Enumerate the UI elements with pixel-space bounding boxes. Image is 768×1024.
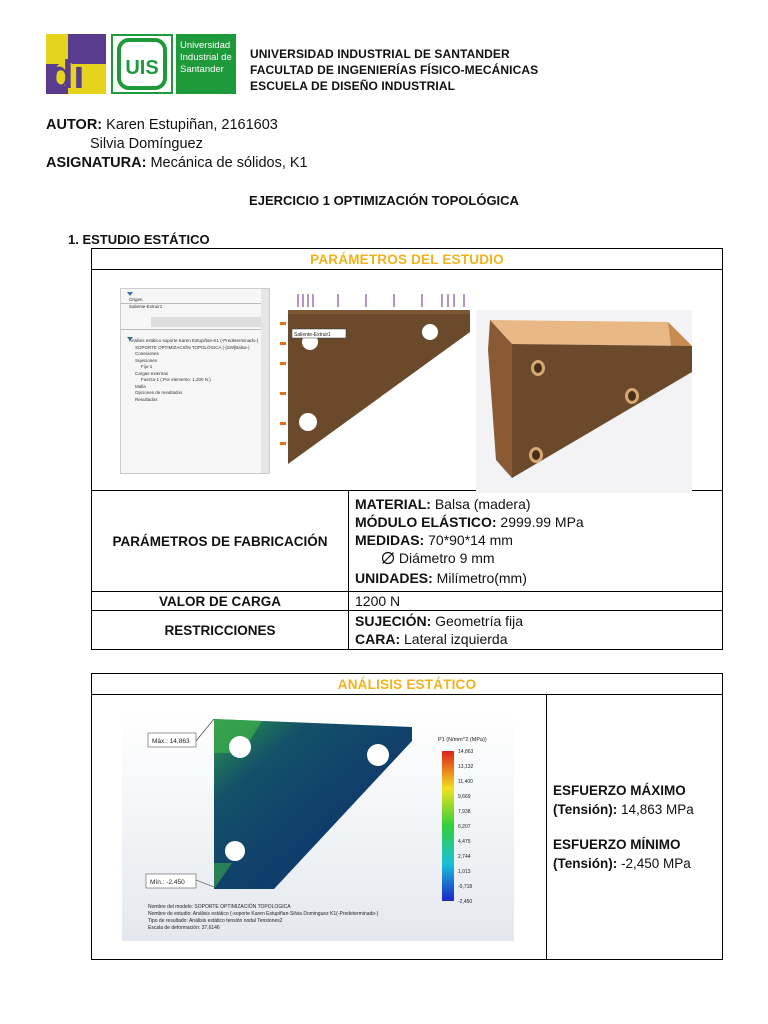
sujecion-value: Geometría fija <box>431 613 524 629</box>
tree-item: Sujeciones <box>135 357 158 363</box>
institution-line: FACULTAD DE INGENIERÍAS FÍSICO-MECÁNICAS <box>250 63 539 77</box>
legend-tick-label: 14,863 <box>458 749 474 755</box>
tree-item: Resultados <box>135 396 158 402</box>
page-title: EJERCICIO 1 OPTIMIZACIÓN TOPOLÓGICA <box>249 193 519 208</box>
max-label: ESFUERZO MÁXIMO <box>553 783 686 798</box>
stress-plot <box>122 713 514 941</box>
legend-tick-label: 2,744 <box>458 854 471 860</box>
tree-item: Cargas externas <box>135 370 169 376</box>
stress-summary <box>547 695 723 960</box>
tree-item: Conexiones <box>135 351 159 356</box>
di-logo <box>46 34 106 94</box>
stress-plot-cell <box>92 695 547 960</box>
footnote-line: Nombre de estudio: Análisis estático (-soporte Karen Estupiñan-Silvia Dominguez K1(-Predeterminado-) <box>148 911 379 917</box>
min-value: -2,450 MPa <box>617 856 691 871</box>
restr-values <box>349 611 723 650</box>
uis-logo <box>111 34 173 94</box>
loaded-plate-view <box>274 292 474 486</box>
institution-line: ESCUELA DE DISEÑO INDUSTRIAL <box>250 79 456 93</box>
fab-label: PARÁMETROS DE FABRICACIÓN <box>92 491 349 592</box>
carga-value: 1200 N <box>349 592 723 611</box>
autor-value: Karen Estupiñan, 2161603 <box>102 117 278 133</box>
material-label: MATERIAL: <box>355 496 431 512</box>
medidas-label: MEDIDAS: <box>355 532 425 548</box>
params-header: PARÁMETROS DEL ESTUDIO <box>92 249 723 270</box>
autor-label: AUTOR: <box>46 117 103 133</box>
legend-tick-label: 11,400 <box>458 779 473 785</box>
author-block <box>46 116 308 173</box>
max-value: 14,863 MPa <box>617 802 694 817</box>
footnote-line: Tipo de resultado: Análisis estático tensión nodal Tensiones2 <box>148 918 283 924</box>
unidades-label: UNIDADES: <box>355 570 433 586</box>
legend-tick-label: 4,475 <box>458 839 471 845</box>
legend-title: P1 (N/mm^2 (MPa)) <box>438 737 487 743</box>
medidas-value: 70*90*14 mm <box>424 532 513 548</box>
footnote-line: Escala de deformación: 37,6146 <box>148 925 220 931</box>
unidades-value: Milímetro(mm) <box>432 570 527 586</box>
uis-logo-wordmark <box>176 34 236 94</box>
max-sub: (Tensión): <box>553 802 618 817</box>
tree-item: Saliente-Extruir1 <box>129 303 163 309</box>
institution-line: UNIVERSIDAD INDUSTRIAL DE SANTANDER <box>250 47 510 61</box>
material-value: Balsa (madera) <box>430 496 531 512</box>
autor-value-2: Silvia Domínguez <box>90 136 203 152</box>
wordmark-line: Universidad <box>180 40 231 51</box>
min-label: ESFUERZO MÍNIMO <box>553 837 681 852</box>
restr-label: RESTRICCIONES <box>92 611 349 650</box>
params-images-cell <box>92 270 723 491</box>
tree-item: Fijo-1 <box>141 364 153 369</box>
wordmark-line: Industrial de <box>180 52 232 63</box>
fab-values <box>349 491 723 592</box>
legend-colorbar <box>442 751 454 901</box>
legend-tick-label: -2,450 <box>458 899 473 905</box>
legend-tick-label: 9,669 <box>458 794 471 800</box>
diametro-value: Diámetro 9 mm <box>395 550 495 566</box>
legend-tick-label: 13,132 <box>458 764 474 770</box>
min-tag: Mín.: -2,450 <box>150 879 185 886</box>
tree-item: Malla <box>135 383 146 389</box>
analysis-header: ANÁLISIS ESTÁTICO <box>92 674 723 695</box>
load-tag: Saliente-Extruir1 <box>294 332 331 338</box>
tree-item: SOPORTE OPTIMIZACIÓN TOPOLÓGICA (-[SW]Balsa-) <box>135 344 250 350</box>
cara-label: CARA: <box>355 631 401 647</box>
diameter-icon <box>381 551 395 569</box>
filter-icon <box>127 292 133 296</box>
di-logo-text: di <box>49 53 85 94</box>
tree-item: Fuerza-1 (:Por elemento: 1.200 N:) <box>141 377 211 382</box>
section-heading: 1. ESTUDIO ESTÁTICO <box>68 232 210 247</box>
tree-item: Origen <box>129 297 143 302</box>
legend-tick-label: 6,207 <box>458 824 471 830</box>
asignatura-label: ASIGNATURA: <box>46 155 147 171</box>
tree-item: Análisis estático soporte Karen Estupiñan-K1 (-Predeterminado-) <box>129 338 259 343</box>
wordmark-line: Santander <box>180 64 224 75</box>
min-sub: (Tensión): <box>553 856 618 871</box>
sujecion-label: SUJECIÓN: <box>355 613 432 629</box>
max-tag: Máx.: 14,863 <box>152 738 190 745</box>
isometric-plate-view <box>476 310 692 493</box>
cara-value: Lateral izquierda <box>400 631 508 647</box>
carga-label: VALOR DE CARGA <box>92 592 349 611</box>
legend-tick-label: 1,013 <box>458 869 471 875</box>
params-table <box>91 248 723 650</box>
analysis-table <box>91 673 723 960</box>
footnote-line: Nombre del modelo: SOPORTE OPTIMIZACIÓN TOPOLOGICA <box>148 904 291 910</box>
legend-tick-label: 7,938 <box>458 809 471 815</box>
modulo-value: 2999.99 MPa <box>496 514 584 530</box>
feature-tree-panel <box>120 288 270 474</box>
asignatura-value: Mecánica de sólidos, K1 <box>146 155 308 171</box>
uis-logo-text: UIS <box>125 57 159 79</box>
modulo-label: MÓDULO ELÁSTICO: <box>355 514 497 530</box>
institution-block <box>250 46 538 94</box>
legend-tick-label: -0,718 <box>458 884 473 890</box>
tree-item: Opciones de resultados <box>135 390 183 395</box>
